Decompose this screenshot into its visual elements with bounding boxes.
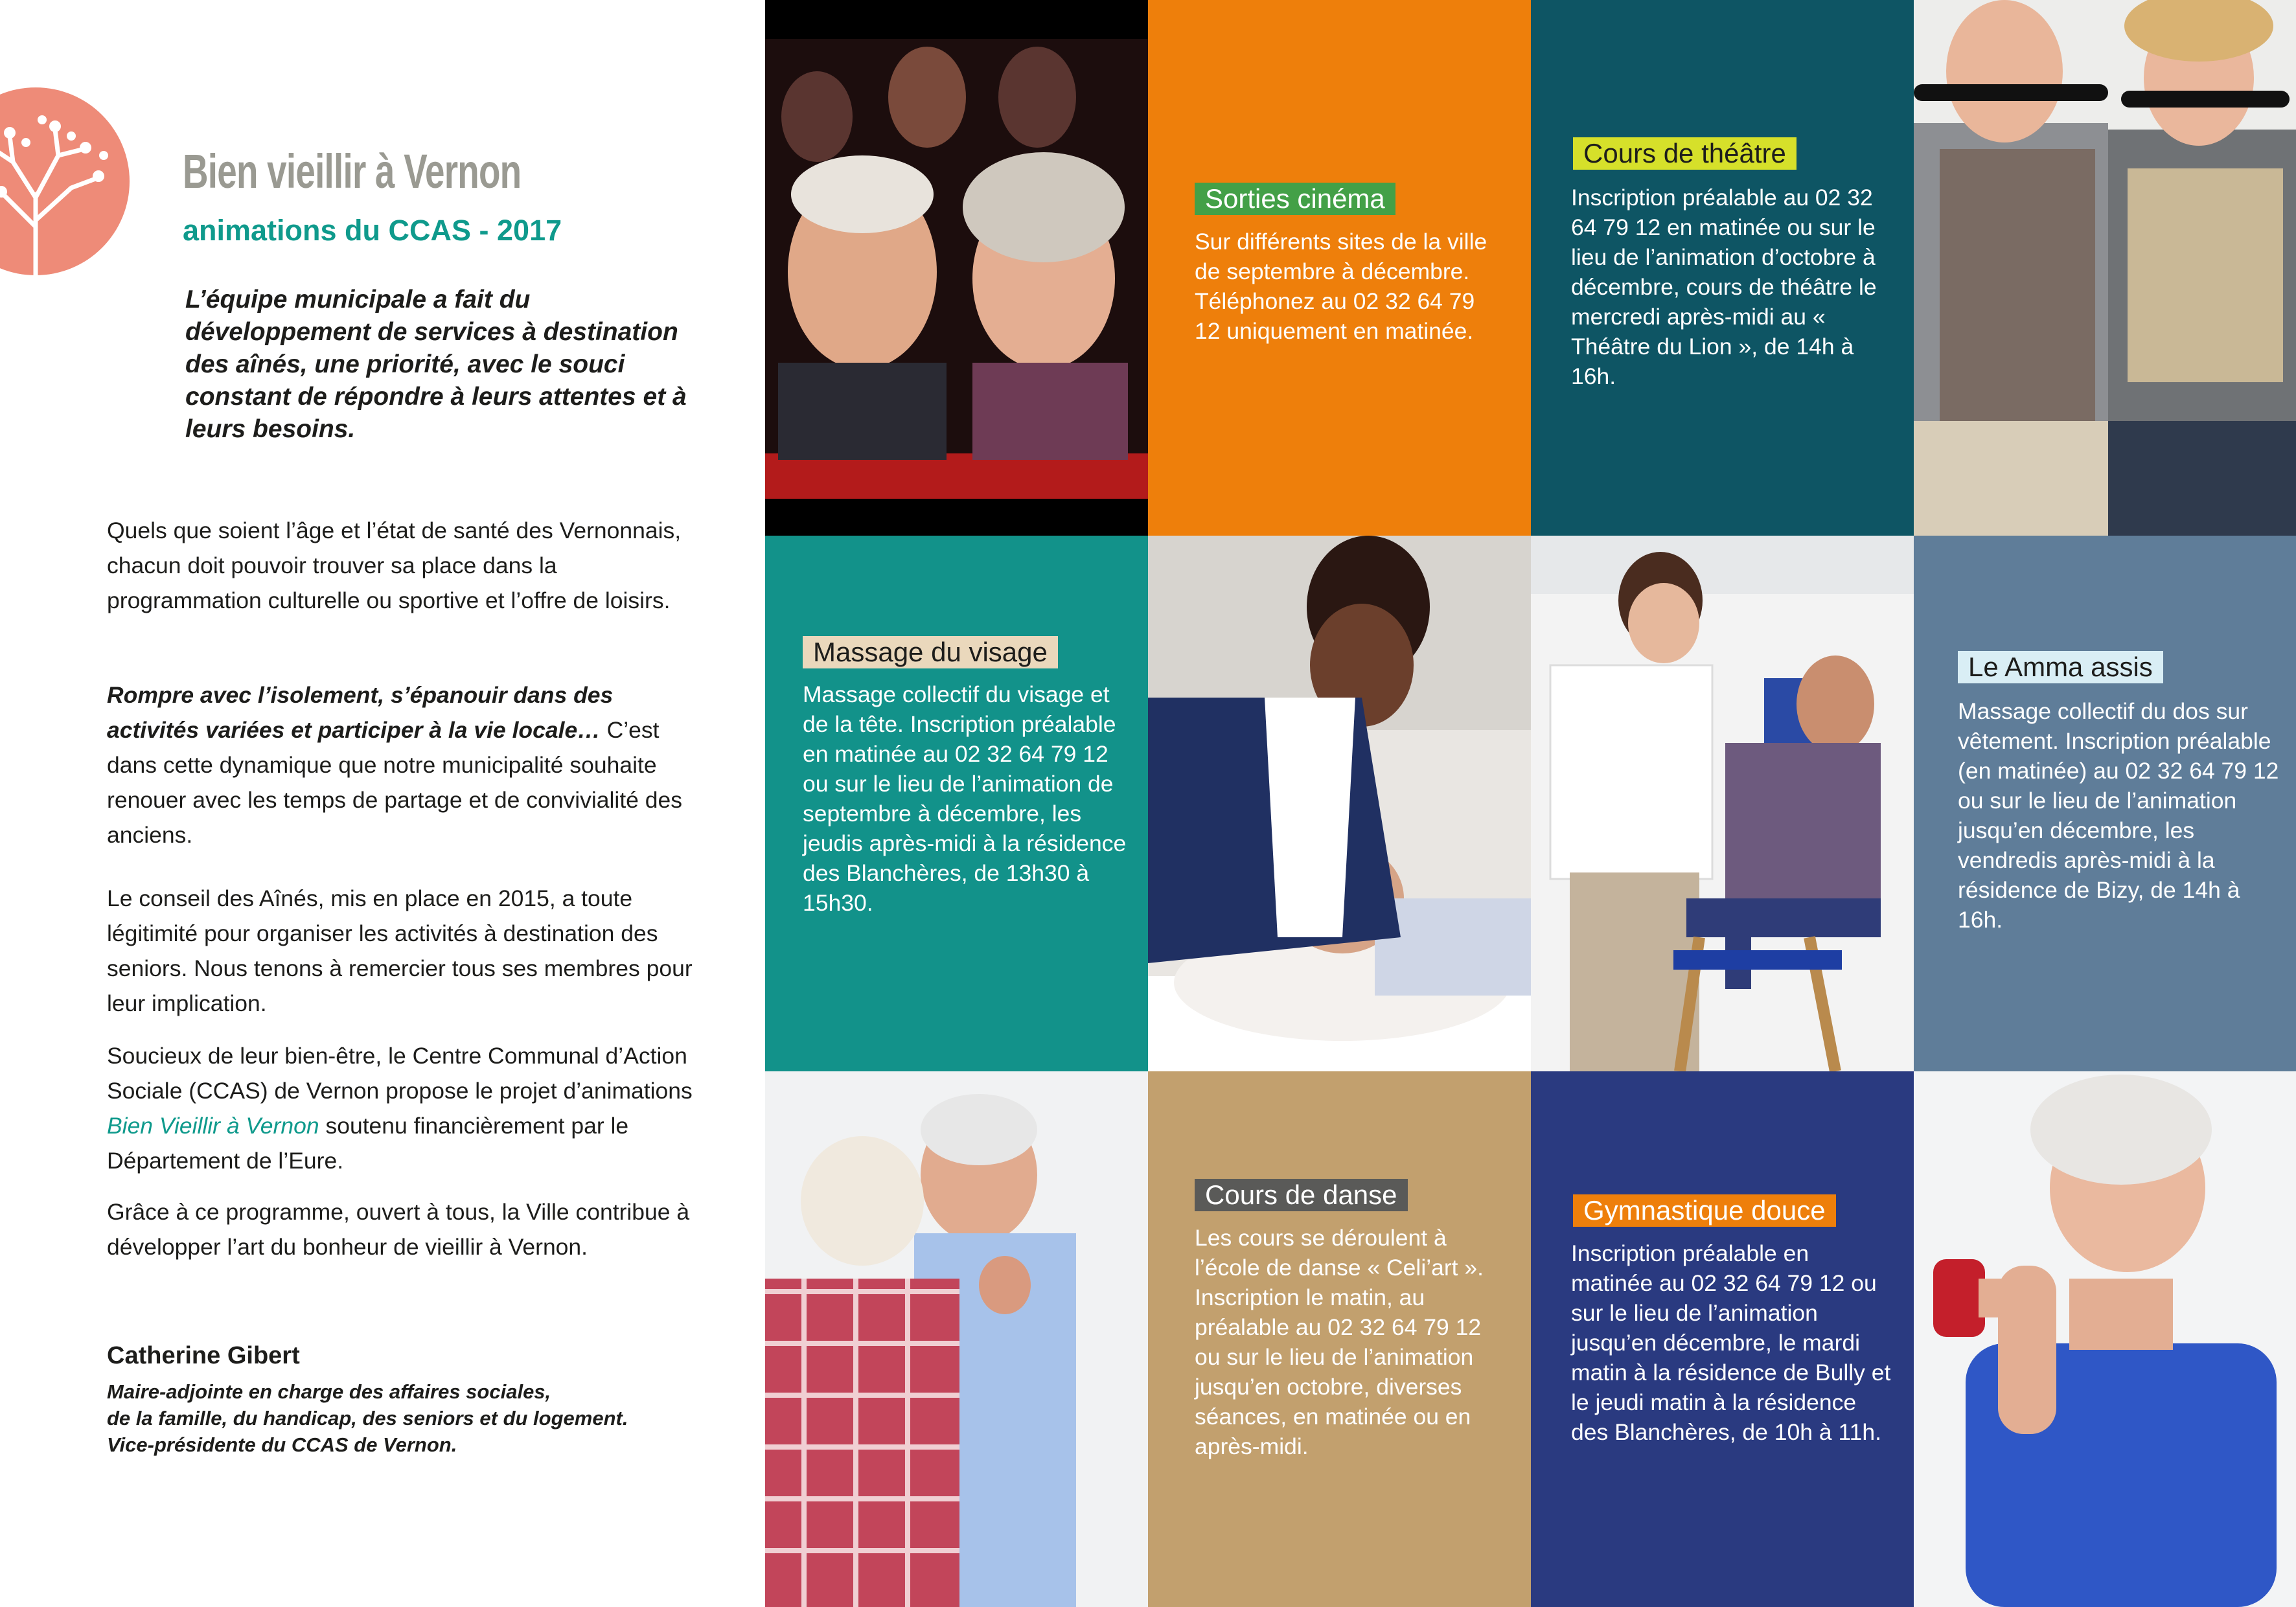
tile-theatre — [1531, 0, 1914, 536]
tile-massage-visage — [765, 536, 1148, 1071]
paragraph-3 — [107, 881, 703, 1021]
label-gymnastique-douce: Gymnastique douce — [1573, 1194, 1836, 1227]
label-massage-visage: Massage du visage — [803, 636, 1058, 668]
paragraph-4 — [107, 1038, 703, 1178]
paragraph-1-text: Quels que soient l’âge et l’état de santé des Vernonnais, chacun doit pouvoir trouver sa place dans la programmation culturelle ou sportive et l’offre de loisirs. — [107, 518, 682, 613]
tile-cinema — [1148, 0, 1531, 536]
photo-face-massage — [1148, 536, 1531, 1071]
intro-text: L’équipe municipale a fait du développement de services à destination des aînés, une priorité, avec le souci constant de répondre à leurs attentes et à leurs besoins. — [185, 286, 687, 443]
paragraph-1 — [107, 513, 703, 618]
paragraph-2 — [107, 678, 703, 852]
signature-role — [107, 1378, 703, 1458]
paragraph-4-text-b: soutenu financièrement par le Département de l’Eure. — [107, 1113, 629, 1174]
photo-moustache-seniors — [1914, 0, 2296, 536]
page-title: Bien vieillir à Vernon — [183, 144, 522, 198]
photo-seated-back-massage — [1531, 536, 1914, 1071]
paragraph-3-text: Le conseil des Aînés, mis en place en 2015, a toute légitimité pour organiser les activités à destination des seniors. Nous tenons à remercier tous ses membres pour leur implication. — [107, 885, 693, 1016]
photo-senior-dumbbell — [1914, 1071, 2296, 1607]
signature-role-line-3: Vice-présidente du CCAS de Vernon. — [107, 1433, 457, 1456]
paragraph-5-text: Grâce à ce programme, ouvert à tous, la Ville contribue à développer l’art du bonheur de vieillir à Vernon. — [107, 1199, 690, 1260]
label-sorties-cinema: Sorties cinéma — [1195, 183, 1395, 215]
text-gymnastique-douce: Inscription préalable en matinée au 02 32 64 79 12 ou sur le lieu de l’animation jusqu’en décembre, le mardi matin à la résidence de Bully et le jeudi matin à la résidence des Blanchères, de 10h à 11h. — [1571, 1240, 1891, 1445]
paragraph-2-text: C’est dans cette dynamique que notre municipalité souhaite renouer avec les temps de partage et de convivialité des anciens. — [107, 717, 683, 848]
tile-cours-danse — [1148, 1071, 1531, 1607]
page-subtitle: animations du CCAS - 2017 — [183, 214, 562, 247]
text-cours-danse: Les cours se déroulent à l’école de danse « Celi’art ». Inscription le matin, au préalable au 02 32 64 79 12 ou sur le lieu de l’animation jusqu’en octobre, diverses séances, en matinée ou en après-midi. — [1195, 1225, 1484, 1459]
program-name-link: Bien Vieillir à Vernon — [107, 1113, 319, 1139]
label-cours-theatre: Cours de théâtre — [1573, 137, 1797, 170]
paragraph-2-emphasis: Rompre avec l’isolement, s’épanouir dans des activités variées et participer à la vie locale… — [107, 682, 614, 743]
tile-amma-assis — [1914, 536, 2296, 1071]
tile-gymnastique-douce — [1531, 1071, 1914, 1607]
photo-senior-couple-dancing — [765, 1071, 1148, 1607]
paragraph-4-text-a: Soucieux de leur bien-être, le Centre Communal d’Action Sociale (CCAS) de Vernon propose le projet d’animations — [107, 1043, 693, 1104]
text-amma-assis: Massage collectif du dos sur vêtement. Inscription préalable (en matinée) au 02 32 64 79 12 ou sur le lieu de l’animation jusqu’en décembre, les vendredis après-midi à la résidence de Bizy, de 14h à 16h. — [1958, 698, 2279, 933]
label-amma-assis: Le Amma assis — [1958, 651, 2163, 683]
text-massage-visage: Massage collectif du visage et de la tête. Inscription préalable en matinée au 02 32 64 79 12 ou sur le lieu de l’animation de septembre à décembre, les jeudis après-midi à la résidence des Blanchères, de 13h30 à 15h30. — [803, 681, 1127, 916]
tree-logo-icon — [0, 65, 155, 291]
photo-cinema-seniors — [765, 0, 1148, 536]
signature-name: Catherine Gibert — [107, 1342, 300, 1369]
signature-role-line-1: Maire-adjointe en charge des affaires sociales, — [107, 1380, 551, 1403]
text-cours-theatre: Inscription préalable au 02 32 64 79 12 en matinée ou sur le lieu de l’animation d’octobre à décembre, cours de théâtre le mercredi après-midi au « Théâtre du Lion », de 14h à 16h. — [1571, 185, 1877, 389]
text-sorties-cinema: Sur différents sites de la ville de septembre à décembre. Téléphonez au 02 32 64 79 12 uniquement en matinée. — [1195, 229, 1487, 344]
label-cours-danse: Cours de danse — [1195, 1179, 1408, 1211]
signature-role-line-2: de la famille, du handicap, des seniors et du logement. — [107, 1407, 628, 1430]
paragraph-5 — [107, 1194, 703, 1264]
